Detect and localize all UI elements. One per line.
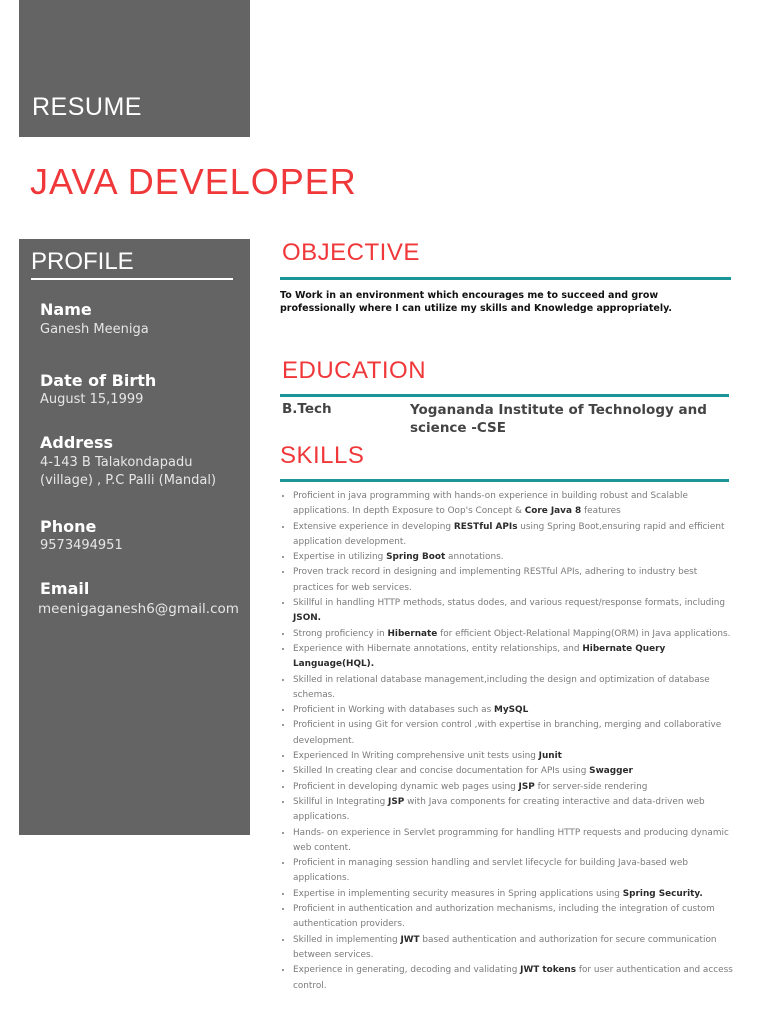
objective-divider (280, 277, 731, 280)
education-heading: EDUCATION (282, 357, 427, 384)
skills-list (280, 489, 738, 994)
skill-highlight: MySQL (494, 705, 529, 716)
skill-text: Strong proficiency in (293, 628, 388, 639)
profile-heading: PROFILE (31, 248, 134, 275)
skills-heading: SKILLS (280, 442, 365, 469)
skill-text: for user authentication and access control. (293, 965, 733, 991)
skill-item (293, 887, 738, 902)
skill-highlight: JWT (400, 934, 420, 945)
skill-text: Proficient in authentication and authorization mechanisms, including the integration of custom authentication providers. (293, 904, 715, 930)
skill-item (293, 749, 738, 764)
skill-highlight: JWT tokens (520, 965, 577, 976)
skill-text: using Spring Boot,ensuring rapid and efficient application development. (293, 521, 725, 547)
skill-text: Skillful in Integrating (293, 796, 389, 807)
objective-heading: OBJECTIVE (282, 239, 420, 266)
skill-item (293, 780, 738, 795)
skill-item (293, 550, 738, 565)
skill-text: Proficient in java programming with hands-on experience in building robust and Scalable applications. In depth Exposure to Oop's Concept & (293, 491, 688, 517)
job-title: JAVA DEVELOPER (30, 161, 357, 202)
email-label: Email (40, 579, 90, 598)
skill-text: Experience in generating, decoding and validating (293, 965, 521, 976)
objective-text: To Work in an environment which encourages me to succeed and grow professionally where I can utilize my skills and Knowledge appropriately. (280, 290, 673, 314)
skill-item (293, 703, 738, 718)
profile-sidebar (19, 239, 250, 835)
skill-text: for efficient Object-Relational Mapping(ORM) in Java applications. (437, 628, 731, 639)
skill-item (293, 627, 738, 642)
dob-value: August 15,1999 (40, 392, 144, 407)
skill-highlight: JSON. (293, 613, 322, 624)
resume-badge-label: RESUME (32, 93, 142, 121)
skill-item (293, 933, 738, 964)
skill-item (293, 795, 738, 826)
skill-item (293, 520, 738, 551)
skill-text: Proficient in using Git for version control ,with expertise in branching, merging and collaborative development. (293, 720, 722, 746)
skill-item (293, 826, 738, 857)
skill-item (293, 565, 738, 596)
skill-text: Proficient in developing dynamic web pages using (293, 781, 519, 792)
skill-text: Experienced In Writing comprehensive unit tests using (293, 751, 539, 762)
skill-text: features (581, 506, 621, 517)
skills-divider (280, 479, 729, 482)
education-institution: Yogananda Institute of Technology and science -CSE (410, 402, 707, 436)
skill-text: Extensive experience in developing (293, 521, 454, 532)
skill-text: Expertise in implementing security measures in Spring applications using (293, 888, 623, 899)
resume-badge (19, 0, 250, 137)
skill-text: with Java components for creating interactive and data-driven web applications. (293, 796, 705, 823)
skill-item (293, 764, 738, 779)
skill-text: for server-side rendering (534, 781, 648, 792)
skill-text: Expertise in utilizing (293, 552, 387, 563)
dob-label: Date of Birth (40, 371, 157, 390)
skill-text: Proficient in managing session handling and servlet lifecycle for building Java-based web applications. (293, 858, 688, 884)
name-label: Name (40, 300, 92, 319)
skill-highlight: Spring Security. (622, 888, 703, 899)
skill-item (293, 673, 738, 704)
skill-item (293, 596, 738, 627)
address-line-2: (village) , P.C Palli (Mandal) (40, 473, 217, 488)
skill-highlight: Hibernate Query Language(HQL). (293, 643, 666, 670)
skill-item (293, 856, 738, 887)
skill-highlight: Hibernate (387, 628, 438, 639)
skill-highlight: Junit (538, 751, 562, 762)
skill-highlight: Spring Boot (386, 552, 446, 563)
address-line-1: 4-143 B Talakondapadu (40, 455, 193, 470)
skill-text: Proficient in Working with databases such as (293, 705, 495, 716)
address-label: Address (40, 433, 114, 452)
skill-highlight: JSP (518, 781, 535, 792)
skill-text: based authentication and authorization for secure communication between services. (293, 934, 717, 960)
skill-item (293, 963, 738, 994)
skill-text: Skilled in implementing (293, 934, 401, 945)
skill-highlight: Core Java 8 (524, 506, 582, 517)
skill-item (293, 489, 738, 520)
skill-item (293, 642, 738, 673)
skill-highlight: JSP (388, 796, 405, 807)
skill-text: annotations. (445, 552, 504, 563)
skill-highlight: Swagger (589, 766, 633, 777)
skill-highlight: RESTful APIs (453, 521, 518, 532)
skill-text: Skillful in handling HTTP methods, status dodes, and various request/response formats, including (293, 598, 726, 609)
profile-divider (31, 278, 233, 280)
name-value: Ganesh Meeniga (40, 322, 149, 337)
email-value: meenigaganesh6@gmail.com (38, 601, 239, 617)
skill-text: Hands- on experience in Servlet programming for handling HTTP requests and producing dynamic web content. (293, 827, 729, 853)
skill-text: Skilled in relational database management,including the design and optimization of database schemas. (293, 674, 710, 700)
skill-item (293, 718, 738, 749)
education-degree: B.Tech (282, 401, 332, 417)
skill-text: Proven track record in designing and implementing RESTful APIs, adhering to industry best practices for web services. (293, 567, 698, 593)
phone-label: Phone (40, 517, 97, 536)
education-divider (280, 394, 729, 397)
skill-item (293, 902, 738, 933)
phone-value: 9573494951 (40, 538, 123, 553)
skill-text: Skilled In creating clear and concise documentation for APIs using (293, 766, 590, 777)
skill-text: Experience with Hibernate annotations, entity relationships, and (293, 643, 583, 654)
